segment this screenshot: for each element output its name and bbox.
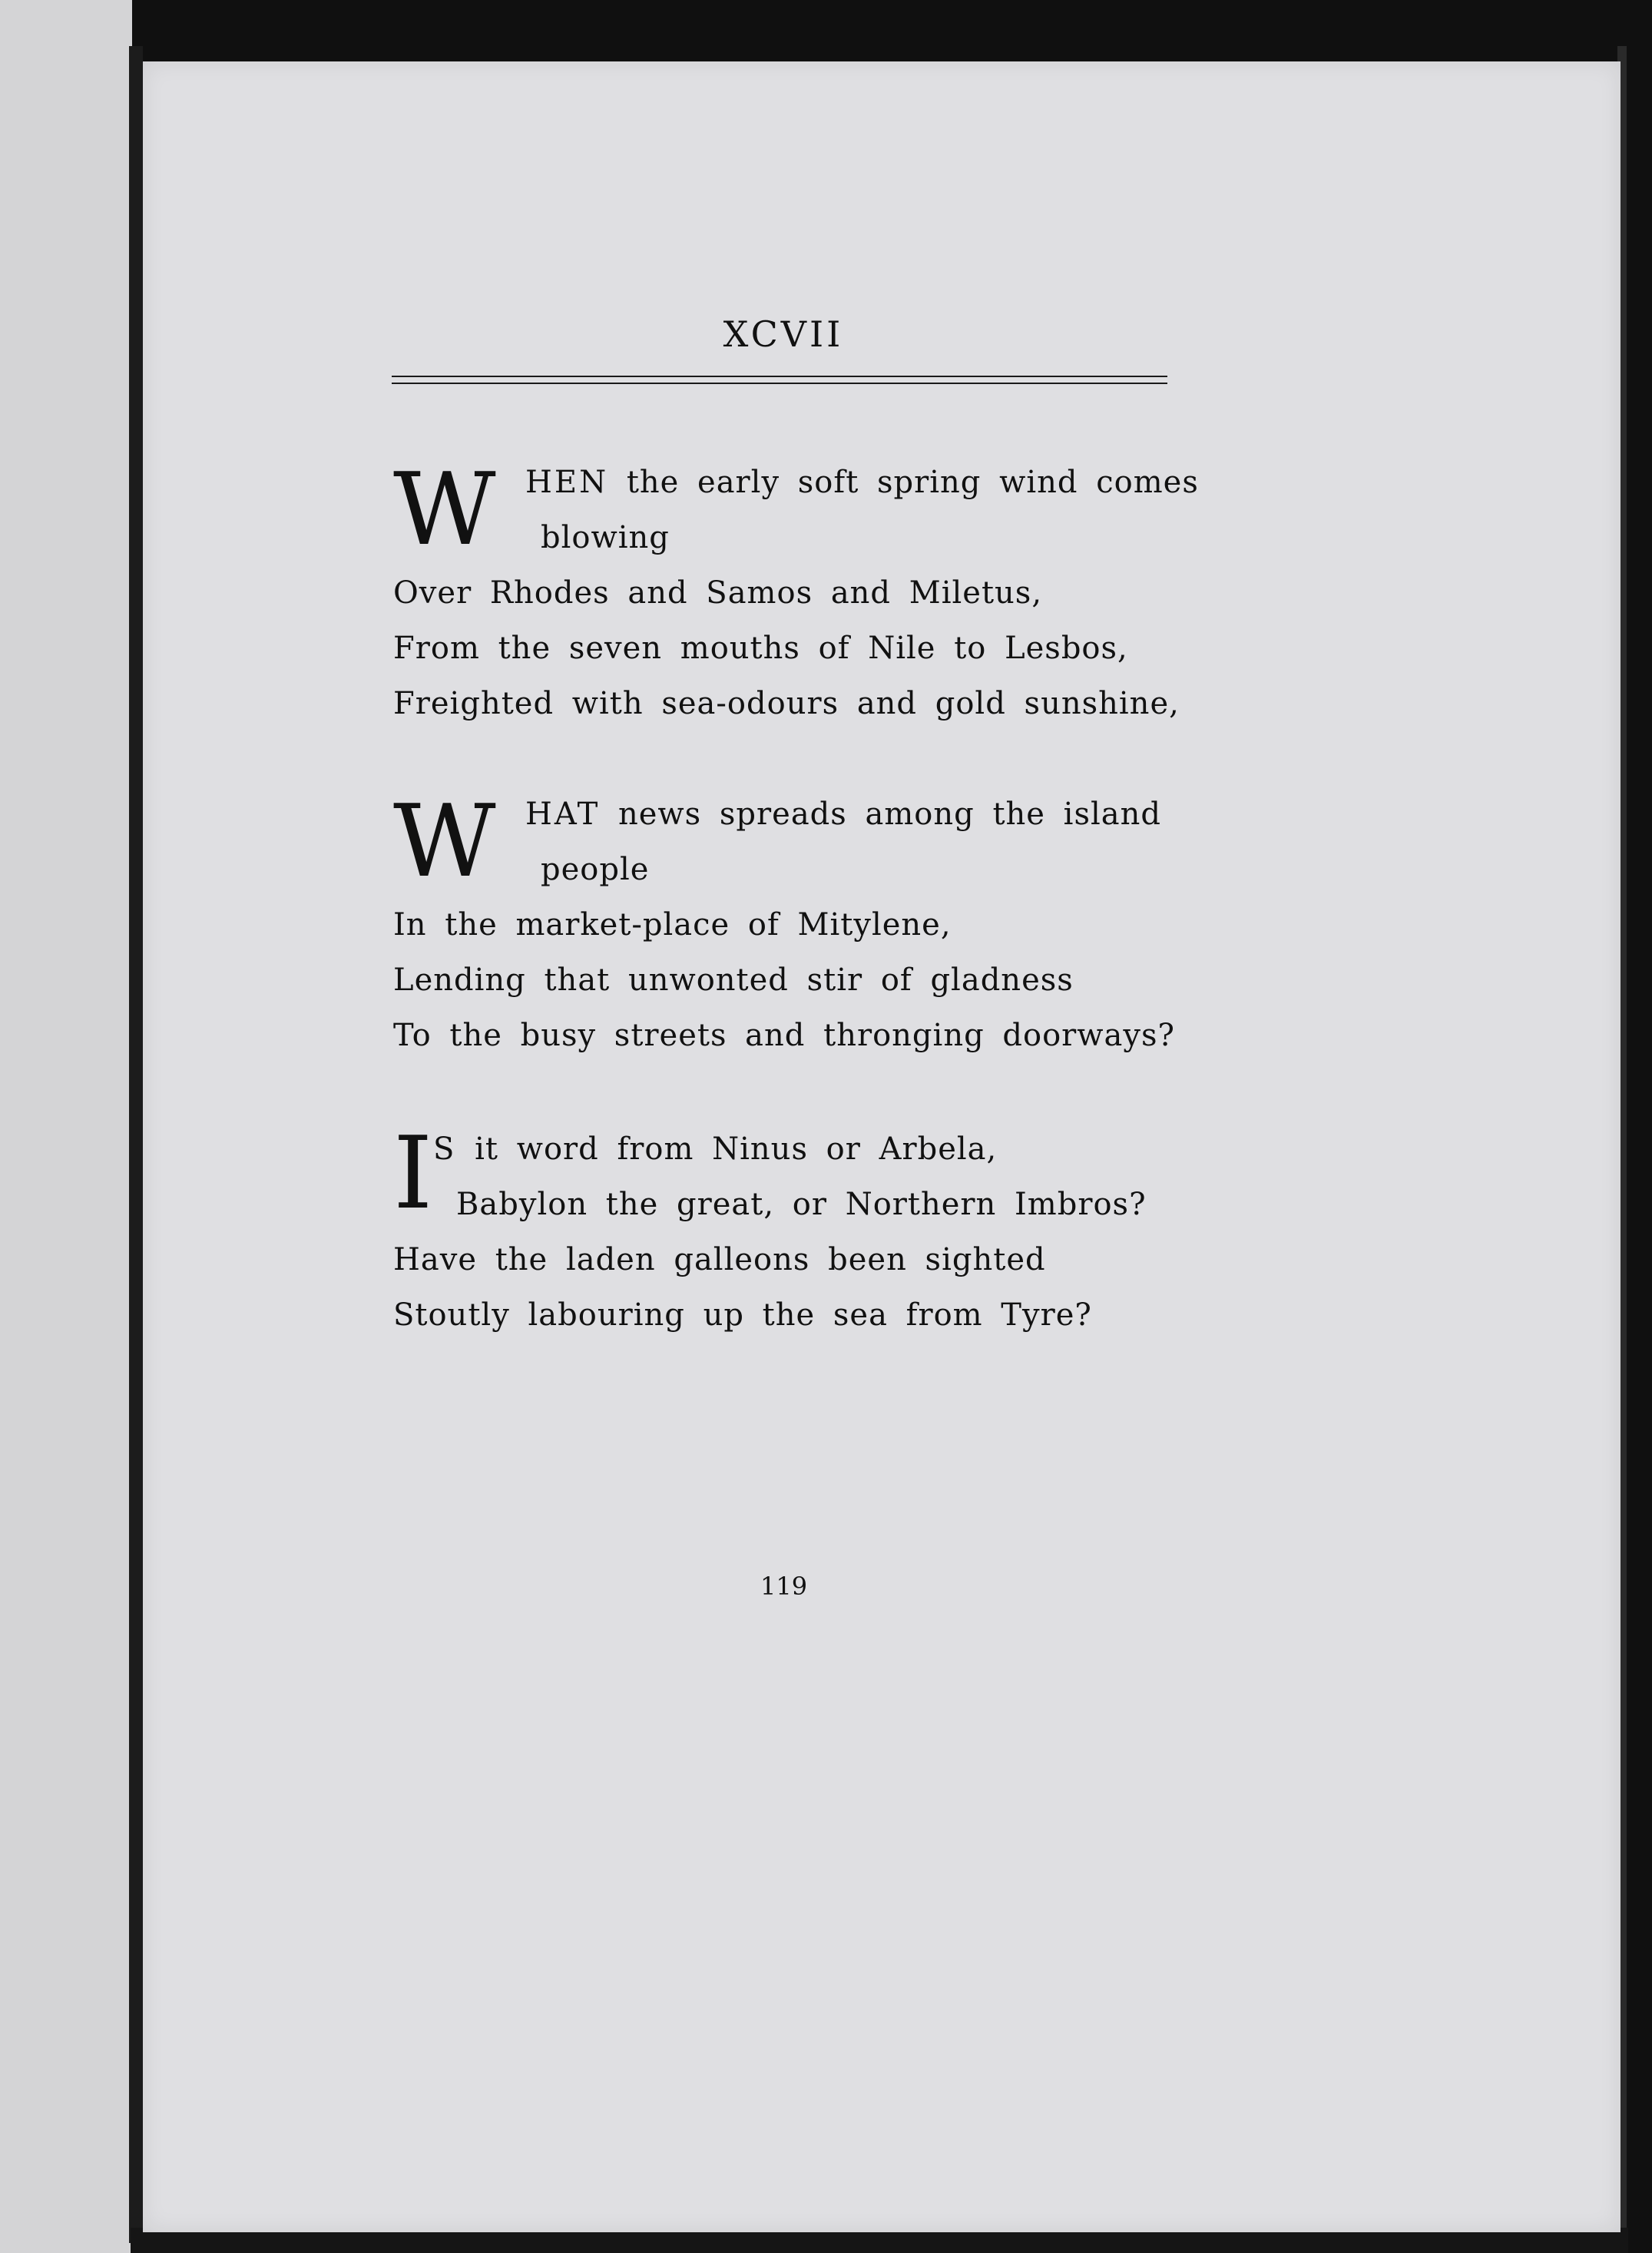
drop-cap: W	[393, 451, 496, 568]
poem-number-heading: XCVII	[723, 313, 844, 355]
stanza-1-opening	[393, 451, 1207, 568]
opening-line	[433, 1122, 997, 1177]
first-word-rest: S	[433, 1131, 457, 1167]
poem-line: In the market-place of Mitylene,	[393, 907, 952, 943]
opening-line-rest: the early soft spring wind comes	[626, 465, 1199, 500]
left-page-edge	[0, 0, 132, 2253]
stanza-2-opening	[393, 783, 1207, 900]
poem-line: Stoutly labouring up the sea from Tyre?	[393, 1297, 1092, 1333]
poem-line: From the seven mouths of Nile to Lesbos,	[393, 631, 1128, 666]
first-word-rest: HEN	[525, 465, 609, 500]
opening-line-rest: it word from Ninus or Arbela,	[475, 1131, 998, 1167]
heading-rule-bottom	[392, 383, 1167, 384]
drop-cap: I	[393, 1115, 433, 1231]
poem-line: Over Rhodes and Samos and Miletus,	[393, 575, 1043, 611]
poem-line: To the busy streets and thronging doorways?	[393, 1018, 1175, 1053]
stanza-3-opening	[393, 1115, 1207, 1232]
poem-line: Freighted with sea-odours and gold sunshine,	[393, 686, 1180, 721]
opening-line-rest: news spreads among the island	[617, 797, 1162, 832]
opening-line-continuation: Babylon the great, or Northern Imbros?	[456, 1187, 1147, 1222]
poem-line: Lending that unwonted stir of gladness	[393, 962, 1074, 998]
stanza-3	[393, 1115, 1207, 1343]
page-number: 119	[760, 1572, 808, 1601]
opening-line	[525, 455, 1199, 510]
stanza-1	[393, 451, 1207, 731]
opening-line	[525, 787, 1161, 842]
opening-line-continuation: blowing	[541, 520, 670, 555]
poem-line: Have the laden galleons been sighted	[393, 1242, 1046, 1277]
book-gutter	[129, 46, 143, 2243]
stanza-2	[393, 783, 1207, 1063]
opening-line-continuation: people	[541, 852, 650, 887]
drop-cap: W	[393, 783, 496, 900]
heading-rule-top	[392, 376, 1167, 377]
first-word-rest: HAT	[525, 797, 601, 832]
